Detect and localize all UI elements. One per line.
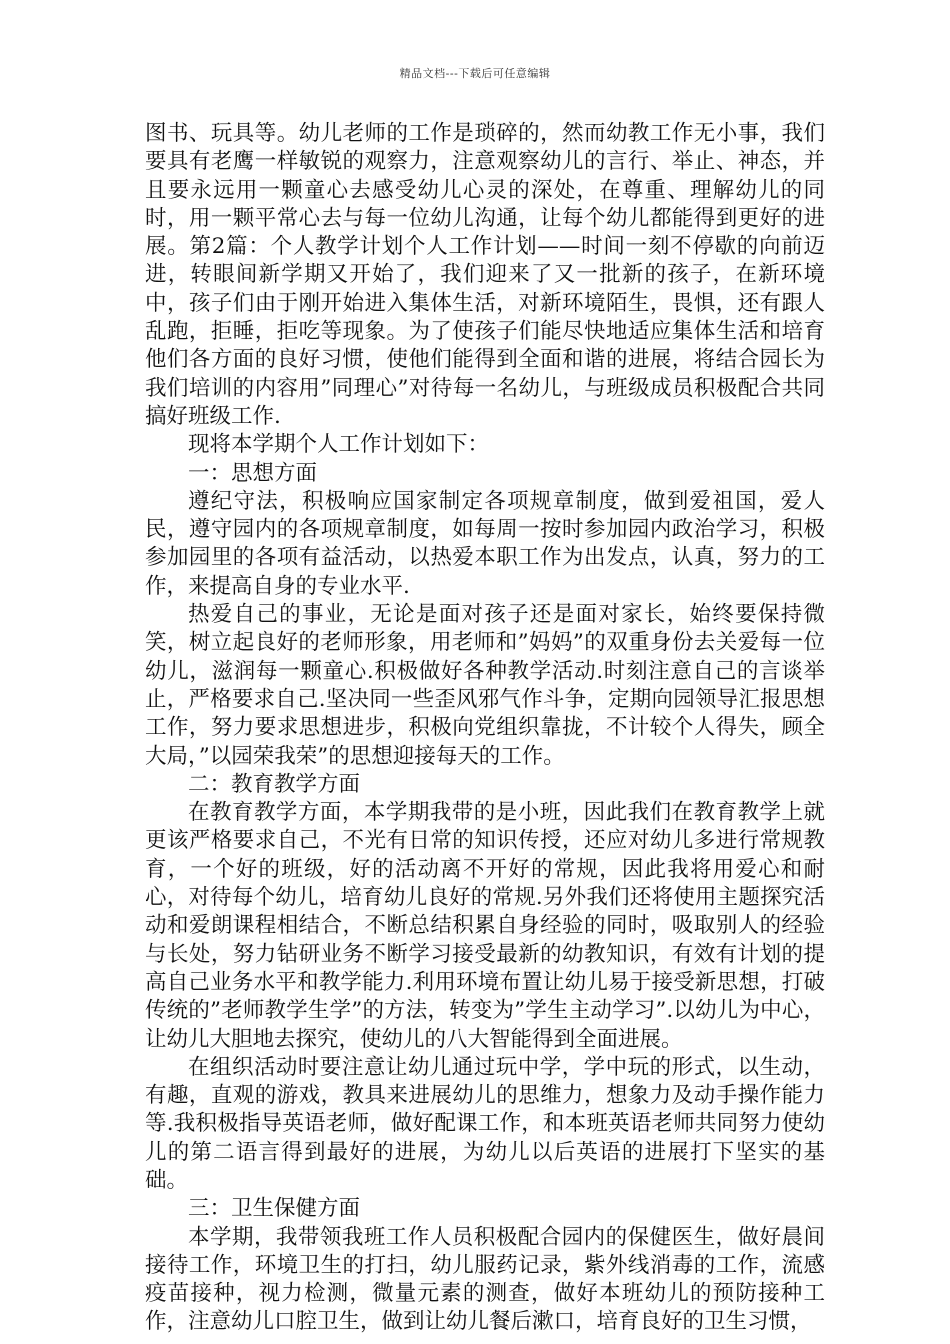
paragraph-teaching-1: 在教育教学方面，本学期我带的是小班，因此我们在教育教学上就更该严格要求自己，不光有日常的知识传授，还应对幼儿多进行常规教育，一个好的班级，好的活动离不开好的常规，因此我将用爱心和耐心，对待每个幼儿，培育幼儿良好的常规.另外我们还将使用主题探究活动和爱朗课程相结合，不断总结积累自身经验的同时，吸取别人的经验与长处，努力钻研业务不断学习接受最新的幼教知识，有效有计划的提高自己业务水平和教学能力.利用环境布置让幼儿易于接受新思想，打破传统的”老师教学生学”的方法，转变为”学生主动学习”.以幼儿为中心，让幼儿大胆地去探究，使幼儿的八大智能得到全面进展。 [145,800,825,1052]
paragraph-teaching-2: 在组织活动时要注意让幼儿通过玩中学，学中玩的形式，以生动，有趣，直观的游戏，教具来进展幼儿的思维力，想象力及动手操作能力等.我积极指导英语老师，做好配课工作，和本班英语老师共同努力使幼儿的第二语言得到最好的进展，为幼儿以后英语的进展打下坚实的基础。 [145,1054,825,1193]
section-heading-thought: 一：思想方面 [188,460,318,486]
section-heading-teaching: 二：教育教学方面 [188,771,361,797]
document-body [145,120,825,1337]
paragraph-thought-1: 遵纪守法，积极响应国家制定各项规章制度，做到爱祖国，爱人民，遵守园内的各项规章制度，如每周一按时参加园内政治学习，积极参加园里的各项有益活动，以热爱本职工作为出发点，认真，努力的工作，来提高自身的专业水平. [145,488,825,599]
paragraph-plan-intro: 现将本学期个人工作计划如下： [188,432,490,458]
paragraph-intro: 图书、玩具等。幼儿老师的工作是琐碎的，然而幼教工作无小事，我们要具有老鹰一样敏锐的观察力，注意观察幼儿的言行、举止、神态，并且要永远用一颗童心去感受幼儿心灵的深处，在尊重、理解幼儿的同时，用一颗平常心去与每一位幼儿沟通，让每个幼儿都能得到更好的进展。第2篇：个人教学计划个人工作计划——时间一刻不停歇的向前迈进，转眼间新学期又开始了，我们迎来了又一批新的孩子，在新环境中，孩子们由于刚开始进入集体生活，对新环境陌生，畏惧，还有跟人乱跑，拒睡，拒吃等现象。为了使孩子们能尽快地适应集体生活和培育他们各方面的良好习惯，使他们能得到全面和谐的进展，将结合园长为我们培训的内容用”同理心”对待每一名幼儿，与班级成员积极配合共同搞好班级工作. [145,121,825,429]
section-heading-health: 三：卫生保健方面 [188,1196,361,1222]
page-header: 精品文档---下载后可任意编辑 [399,67,551,80]
paragraph-health-1: 本学期，我带领我班工作人员积极配合园内的保健医生，做好晨间接待工作，环境卫生的打扫，幼儿服药记录，紫外线消毒的工作，流感疫苗接种，视力检测，微量元素的测查，做好本班幼儿的预防接种工作，注意幼儿口腔卫生，做到让幼儿餐后漱口，培育良好的卫生习惯， [145,1224,825,1335]
paragraph-thought-2: 热爱自己的事业，无论是面对孩子还是面对家长，始终要保持微笑，树立起良好的老师形象，用老师和”妈妈”的双重身份去关爱每一位幼儿，滋润每一颗童心.积极做好各种教学活动.时刻注意自己的言谈举止，严格要求自己.坚决同一些歪风邪气作斗争，定期向园领导汇报思想工作，努力要求思想进步，积极向党组织靠拢，不计较个人得失，顾全大局，”以园荣我荣”的思想迎接每天的工作。 [145,602,825,769]
